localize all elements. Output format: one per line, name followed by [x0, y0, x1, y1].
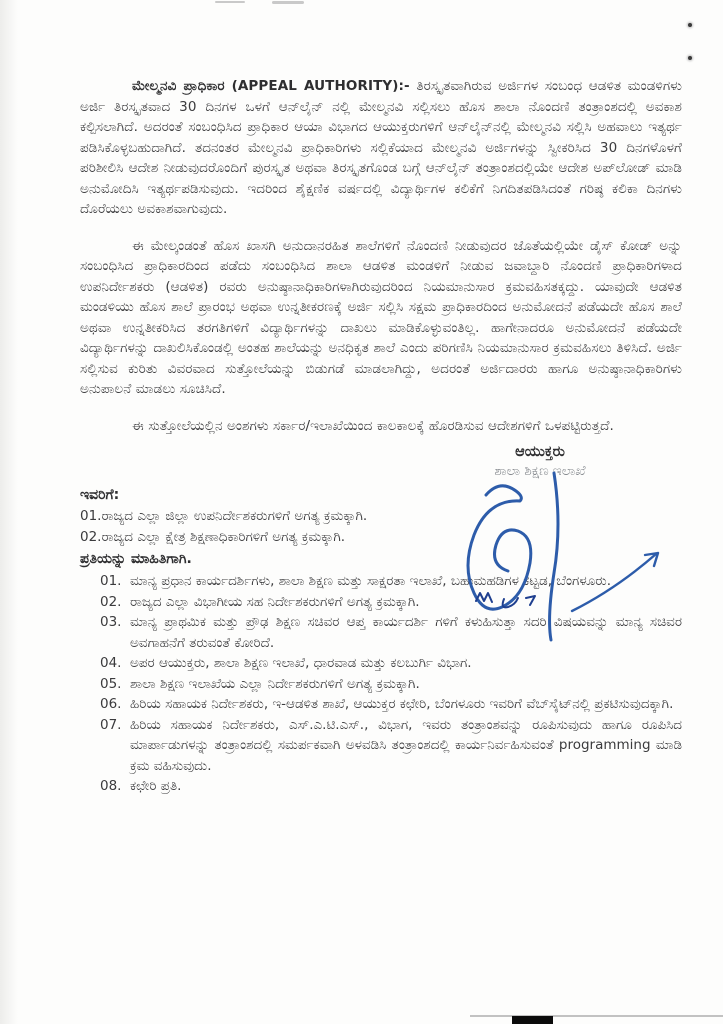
- copy-recipient-number: 07.: [100, 716, 122, 733]
- copy-recipient-text: ರಾಜ್ಯದ ಎಲ್ಲಾ ವಿಭಾಗೀಯ ಸಹ ನಿರ್ದೇಶಕರುಗಳಿಗೆ ಅಗತ್ಯ ಕ್ರಮಕ್ಕಾಗಿ.: [130, 593, 420, 610]
- copy-recipient-item: [80, 674, 682, 695]
- copy-recipients-list: [80, 571, 682, 797]
- addressee-item: 01.ರಾಜ್ಯದ ಎಲ್ಲಾ ಜಿಲ್ಲಾ ಉಪನಿರ್ದೇಶಕರುಗಳಿಗೆ ಅಗತ್ಯ ಕ್ರಮಕ್ಕಾಗಿ.: [80, 508, 368, 524]
- copy-recipient-number: 05.: [100, 675, 122, 692]
- copy-recipient-text: ಹಿರಿಯ ಸಹಾಯಕ ನಿರ್ದೇಶಕರು, ಇ-ಆಡಳಿತ ಶಾಖೆ, ಆಯುಕ್ತರ ಕಛೇರಿ, ಬೆಂಗಳೂರು ಇವರಿಗೆ ವೆಬ್‌ಸೈಟ್‌ನಲ್ಲಿ ಪ್ರಕಟಿಸುವುದಕ್ಕಾಗಿ.: [130, 696, 674, 712]
- copy-recipient-number: 02.: [100, 593, 122, 610]
- copy-recipient-text: ಮಾನ್ಯ ಪ್ರಧಾನ ಕಾರ್ಯದರ್ಶಿಗಳು, ಶಾಲಾ ಶಿಕ್ಷಣ ಮತ್ತು ಸಾಕ್ಷರತಾ ಇಲಾಖೆ, ಬಹುಮಹಡಿಗಳ ಕಟ್ಟಡ, ಬೆಂಗಳೂರು.: [130, 573, 611, 589]
- copy-recipient-text: ಹಿರಿಯ ಸಹಾಯಕ ನಿರ್ದೇಶಕರು, ಎಸ್.ಎ.ಟಿ.ಎಸ್., ವಿಭಾಗ, ಇವರು ತಂತ್ರಾಂಶವನ್ನು ರೂಪಿಸುವುದು ಹಾಗೂ ರೂಪಿಸಿದ ಮಾರ್ಪಾಡುಗಳನ್ನು ತಂತ್ರಾಂಶದಲ್ಲಿ ಸಮರ್ಪಕವಾಗಿ ಅಳವಡಿಸಿ ತಂತ್ರಾಂಶದಲ್ಲಿ ಕಾರ್ಯನಿರ್ವಹಿಸುವಂತೆ programming ಮಾಡಿ ಕ್ರಮ ವಹಿಸುವುದು.: [130, 716, 682, 774]
- scan-line-artifact: [470, 1015, 723, 1017]
- scan-artifact-top-left: [215, 1, 245, 3]
- paragraph-circular-scope: ಈ ಸುತ್ತೋಲೆಯಲ್ಲಿನ ಅಂಶಗಳು ಸರ್ಕಾರ/ಇಲಾಖೆಯಿಂದ ಕಾಲಕಾಲಕ್ಕೆ ಹೊರಡಿಸುವ ಆದೇಶಗಳಿಗೆ ಒಳಪಟ್ಟಿರುತ್ತದೆ.: [132, 417, 614, 434]
- copy-recipient-number: 03.: [100, 614, 122, 630]
- copy-recipient-item: [80, 776, 682, 797]
- appeal-authority-heading: ಮೇಲ್ಮನವಿ ಪ್ರಾಧಿಕಾರ (APPEAL AUTHORITY):-: [132, 78, 410, 94]
- copy-for-information-heading: ಪ್ರತಿಯನ್ನು ಮಾಹಿತಿಗಾಗಿ.: [80, 551, 192, 567]
- scan-speck-bottom: [688, 56, 692, 60]
- copy-recipient-number: 04.: [100, 655, 122, 671]
- signatory-title: ಆಯುಕ್ತರು: [515, 444, 565, 460]
- document-body: [80, 76, 682, 797]
- copy-recipient-text: ಶಾಲಾ ಶಿಕ್ಷಣ ಇಲಾಖೆಯ ಎಲ್ಲಾ ನಿರ್ದೇಶಕರುಗಳಿಗೆ ಅಗತ್ಯ ಕ್ರಮಕ್ಕಾಗಿ.: [130, 675, 420, 692]
- addressee-item: 02.ರಾಜ್ಯದ ಎಲ್ಲಾ ಕ್ಷೇತ್ರ ಶಿಕ್ಷಣಾಧಿಕಾರಿಗಳಿಗೆ ಅಗತ್ಯ ಕ್ರಮಕ್ಕಾಗಿ.: [80, 528, 346, 545]
- copy-recipient-item: [80, 612, 682, 653]
- copy-recipient-item: [80, 592, 682, 613]
- paragraph-appeal-authority-text: ತಿರಸ್ಕೃತವಾಗಿರುವ ಅರ್ಜಿಗಳ ಸಂಬಂಧ ಆಡಳಿತ ಮಂಡಳಿಗಳು ಅರ್ಜಿ ತಿರಸ್ಕೃತವಾದ 30 ದಿನಗಳ ಒಳಗೆ ಆನ್‌ಲೈನ್ ನಲ್ಲಿ ಮೇಲ್ಮನವಿ ಸಲ್ಲಿಸಲು ಹೊಸ ಶಾಲಾ ನೊಂದಣಿ ತಂತ್ರಾಂಶದಲ್ಲಿ ಅವಕಾಶ ಕಲ್ಪಿಸಲಾಗಿದೆ. ಅದರಂತೆ ಸಂಬಂಧಿಸಿದ ಪ್ರಾಧಿಕಾರ ಆಯಾ ವಿಭಾಗದ ಆಯುಕ್ತರುಗಳಿಗೆ ಆನ್‌ಲೈನ್‌ನಲ್ಲಿ ಮೇಲ್ಮನವಿ ಸಲ್ಲಿಸಿ ಅಹವಾಲು ಇತ್ಯರ್ಥ ಪಡಿಸಿಕೊಳ್ಳಬಹುದಾಗಿದೆ. ತದನಂತರ ಮೇಲ್ಮನವಿ ಪ್ರಾಧಿಕಾರಿಗಳು ಸಲ್ಲಿಕೆಯಾದ ಮೇಲ್ಮನವಿ ಅರ್ಜಿಗಳನ್ನು ಸ್ವೀಕರಿಸಿದ 30 ದಿನಗಳೊಳಗೆ ಪರಿಶೀಲಿಸಿ ಆದೇಶ ನೀಡುವುದರೊಂದಿಗೆ ಪುರಸ್ಕೃತ ಅಥವಾ ತಿರಸ್ಕೃತಗೊಂಡ ಬಗ್ಗೆ ಆನ್‌ಲೈನ್ ತಂತ್ರಾಂಶದಲ್ಲಿಯೇ ಆದೇಶ ಅಪ್‌ಲೋಡ್ ಮಾಡಿ ಅನುಮೋದಿಸಿ ಇತ್ಯರ್ಥಪಡಿಸುವುದು. ಇದರಿಂದ ಶೈಕ್ಷಣಿಕ ವರ್ಷದಲ್ಲಿ ವಿದ್ಯಾರ್ಥಿಗಳ ಕಲಿಕೆಗೆ ನಿಗದಿತಪಡಿಸಿದಂತೆ ಗರಿಷ್ಠ ಕಲಿಕಾ ದಿನಗಳು ದೊರೆಯಲು ಅವಕಾಶವಾಗುವುದು.: [80, 78, 682, 217]
- paragraph-appeal-authority: [80, 76, 682, 220]
- signatory-block: [440, 442, 640, 481]
- copy-recipient-text: ಮಾನ್ಯ ಪ್ರಾಥಮಿಕ ಮತ್ತು ಪ್ರೌಢ ಶಿಕ್ಷಣ ಸಚಿವರ ಆಪ್ತ ಕಾರ್ಯದರ್ಶಿ ಗಳಿಗೆ ಕಳುಹಿಸುತ್ತಾ ಸದರಿ ವಿಷಯವನ್ನು ಮಾನ್ಯ ಸಚಿವರ ಅವಗಾಹನೆಗೆ ತರುವಂತೆ ಕೋರಿದೆ.: [130, 614, 682, 651]
- copy-recipient-number: 08.: [100, 778, 122, 794]
- copy-recipient-item: [80, 694, 682, 715]
- copy-recipient-item: [80, 653, 682, 674]
- addressees-heading: ಇವರಿಗೆ:: [80, 487, 120, 503]
- copy-recipient-number: 01.: [100, 573, 122, 589]
- addressees-list: [80, 506, 682, 547]
- copy-recipient-text: ಕಛೇರಿ ಪ್ರತಿ.: [130, 778, 182, 794]
- scan-edge-shadow: [0, 0, 18, 1024]
- copy-recipient-text: ಅಪರ ಆಯುಕ್ತರು, ಶಾಲಾ ಶಿಕ್ಷಣ ಇಲಾಖೆ, ಧಾರವಾಡ ಮತ್ತು ಕಲಬುರ್ಗಿ ವಿಭಾಗ.: [130, 655, 472, 671]
- scan-artifact-top-right: [272, 1, 304, 4]
- copy-recipient-item: [80, 715, 682, 777]
- scan-speck-top: [688, 23, 692, 27]
- signatory-department: ಶಾಲಾ ಶಿಕ್ಷಣ ಇಲಾಖೆ: [494, 463, 586, 479]
- paragraph-registration-procedure: ಈ ಮೇಲ್ಕಂಡಂತೆ ಹೊಸ ಖಾಸಗಿ ಅನುದಾನರಹಿತ ಶಾಲೆಗಳಿಗೆ ನೊಂದಣಿ ನೀಡುವುದರ ಜೊತೆಯಲ್ಲಿಯೇ ಡೈಸ್ ಕೋಡ್ ಅನ್ನು ಸಂಬಂಧಿಸಿದ ಪ್ರಾಧಿಕಾರದಿಂದ ಪಡೆದು ಸಂಬಂಧಿಸಿದ ಶಾಲಾ ಆಡಳಿತ ಮಂಡಳಿಗೆ ನೀಡುವ ಜವಾಬ್ದಾರಿ ನೊಂದಣಿ ಪ್ರಾಧಿಕಾರಿಗಳಾದ ಉಪನಿರ್ದೇಶಕರು (ಆಡಳಿತ) ರವರು ಅನುಷ್ಠಾನಾಧಿಕಾರಿಗಳಾಗಿರುವುದರಿಂದ ನಿಯಮಾನುಸಾರ ಕ್ರಮವಹಿಸತಕ್ಕದ್ದು. ಯಾವುದೇ ಆಡಳಿತ ಮಂಡಳಿಯು ಹೊಸ ಶಾಲೆ ಪ್ರಾರಂಭ ಅಥವಾ ಉನ್ನತೀಕರಣಕ್ಕೆ ಅರ್ಜಿ ಸಲ್ಲಿಸಿ ಸಕ್ಷಮ ಪ್ರಾಧಿಕಾರದಿಂದ ಅನುಮೋದನೆ ಪಡೆಯದೇ ಹೊಸ ಶಾಲೆ ಅಥವಾ ಉನ್ನತೀಕರಿಸಿದ ತರಗತಿಗಳಿಗೆ ವಿದ್ಯಾರ್ಥಿಗಳನ್ನು ದಾಖಲು ಮಾಡಿಕೊಳ್ಳುವಂತಿಲ್ಲ. ಹಾಗೇನಾದರೂ ಅನುಮೋದನೆ ಪಡೆಯದೇ ವಿದ್ಯಾರ್ಥಿಗಳನ್ನು ದಾಖಲಿಸಿಕೊಂಡಲ್ಲಿ ಅಂತಹ ಶಾಲೆಯನ್ನು ಅನಧಿಕೃತ ಶಾಲೆ ಎಂದು ಪರಿಗಣಿಸಿ ನಿಯಮಾನುಸಾರ ಕ್ರಮವಹಿಸಲು ತಿಳಿಸಿದೆ. ಅರ್ಜಿ ಸಲ್ಲಿಸುವ ಕುರಿತು ವಿವರವಾದ ಸುತ್ತೋಲೆಯನ್ನು ಬಿಡುಗಡೆ ಮಾಡಲಾಗಿದ್ದು, ಅದರಂತೆ ಅರ್ಜಿದಾರರು ಹಾಗೂ ಅನುಷ್ಠಾನಾಧಿಕಾರಿಗಳು ಅನುಪಾಲನೆ ಮಾಡಲು ಸೂಚಿಸಿದೆ.: [80, 237, 682, 397]
- redaction-box: [512, 1016, 553, 1024]
- copy-recipient-item: [80, 571, 682, 592]
- copy-recipient-number: 06.: [100, 696, 122, 712]
